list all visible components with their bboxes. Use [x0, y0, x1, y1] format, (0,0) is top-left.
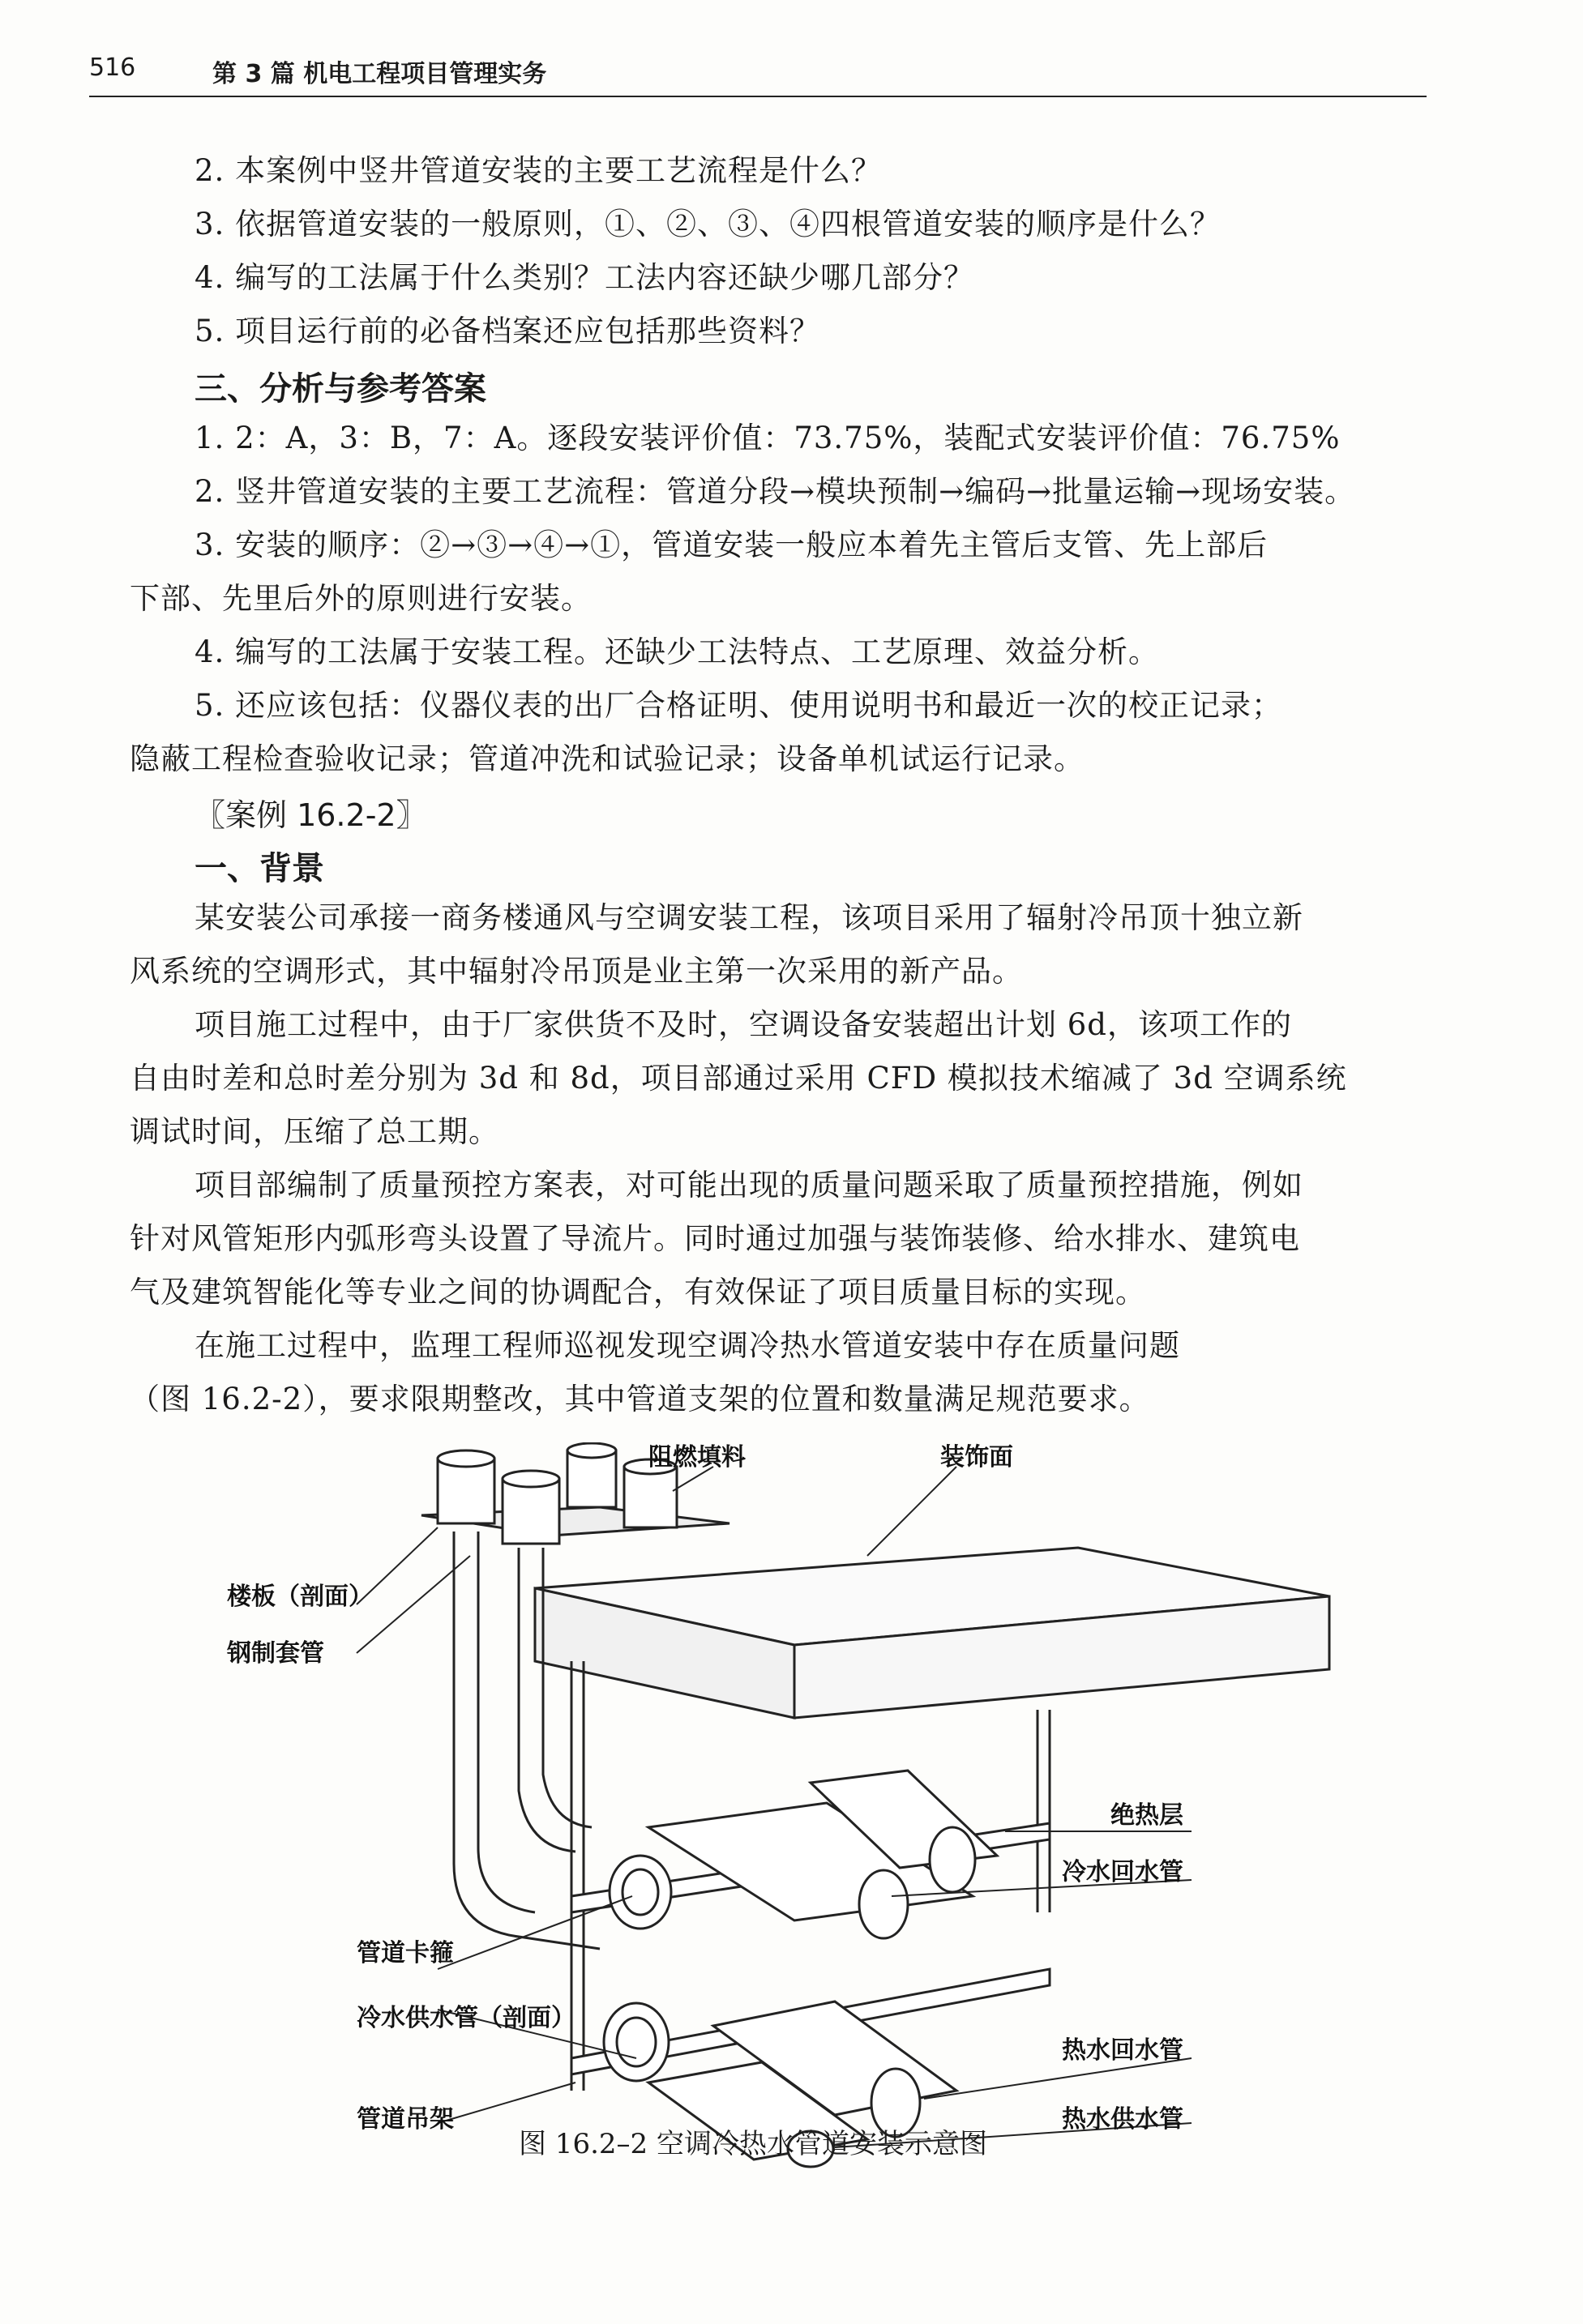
- background-p2-line3: 调试时间，压缩了总工期。: [130, 1114, 499, 1149]
- chapter-title: 第 3 篇 机电工程项目管理实务: [212, 60, 547, 88]
- figure-caption: 图 16.2–2 空调冷热水管道安装示意图: [519, 2128, 987, 2160]
- answer-2: 2. 竖井管道安装的主要工艺流程：管道分段→模块预制→编码→批量运输→现场安装。: [195, 474, 1356, 509]
- question-5: 5. 项目运行前的必备档案还应包括那些资料？: [195, 314, 821, 348]
- answer-3-line2: 下部、先里后外的原则进行安装。: [130, 581, 592, 616]
- label-steel-sleeve: 钢制套管: [227, 1639, 324, 1668]
- answer-5-line1: 5. 还应该包括：仪器仪表的出厂合格证明、使用说明书和最近一次的校正记录；: [195, 688, 1283, 723]
- label-decor-surface: 装饰面: [940, 1443, 1013, 1472]
- label-hw-return: 热水回水管: [1062, 2036, 1183, 2065]
- background-p2-line1: 项目施工过程中，由于厂家供货不及时，空调设备安装超出计划 6d，该项工作的: [195, 1007, 1292, 1042]
- pipe-installation-figure: [195, 1442, 1394, 2172]
- background-p1-line2: 风系统的空调形式，其中辐射冷吊顶是业主第一次采用的新产品。: [130, 954, 1023, 989]
- label-chw-supply-section: 冷水供水管（剖面）: [357, 2004, 575, 2032]
- background-p3-line2: 针对风管矩形内弧形弯头设置了导流片。同时通过加强与装饰装修、给水排水、建筑电: [130, 1221, 1300, 1256]
- label-hanger: 管道吊架: [357, 2105, 454, 2134]
- label-hw-supply: 热水供水管: [1062, 2105, 1183, 2134]
- answer-1: 1. 2：A，3：B，7：A。逐段安装评价值：73.75%，装配式安装评价值：76.75%: [195, 421, 1341, 455]
- background-p2-line2: 自由时差和总时差分别为 3d 和 8d，项目部通过采用 CFD 模拟技术缩减了 3d 空调系统: [130, 1061, 1347, 1096]
- question-3: 3. 依据管道安装的一般原则，①、②、③、④四根管道安装的顺序是什么？: [195, 207, 1221, 241]
- page-header: [89, 47, 1427, 97]
- background-p1-line1: 某安装公司承接一商务楼通风与空调安装工程，该项目采用了辐射冷吊顶十独立新: [195, 900, 1303, 935]
- answer-5-line2: 隐蔽工程检查验收记录；管道冲洗和试验记录；设备单机试运行记录。: [130, 741, 1085, 776]
- page-number: 516: [89, 53, 136, 82]
- riser-sleeve-2: [503, 1479, 559, 1544]
- label-pipe-clamp: 管道卡箍: [357, 1939, 454, 1967]
- label-fire-filler: 阻燃填料: [648, 1443, 746, 1472]
- label-insulation: 绝热层: [1110, 1801, 1183, 1830]
- background-title: 一、背景: [195, 850, 324, 887]
- background-p4-line2: （图 16.2-2），要求限期整改，其中管道支架的位置和数量满足规范要求。: [130, 1382, 1150, 1416]
- answer-3-line1: 3. 安装的顺序：②→③→④→①，管道安装一般应本着先主管后支管、先上部后: [195, 528, 1269, 562]
- pipe-diagram: [195, 1442, 1394, 2172]
- background-p3-line1: 项目部编制了质量预控方案表，对可能出现的质量问题采取了质量预控措施，例如: [195, 1168, 1303, 1203]
- question-4: 4. 编写的工法属于什么类别？工法内容还缺少哪几部分？: [195, 260, 975, 295]
- riser-sleeve-4: [624, 1467, 677, 1527]
- background-p4-line1: 在施工过程中，监理工程师巡视发现空调冷热水管道安装中存在质量问题: [195, 1328, 1180, 1363]
- label-floor-section: 楼板（剖面）: [227, 1583, 373, 1611]
- question-2: 2. 本案例中竖井管道安装的主要工艺流程是什么？: [195, 153, 883, 188]
- case-title: 〖案例 16.2-2〗: [195, 797, 427, 833]
- background-p3-line3: 气及建筑智能化等专业之间的协调配合，有效保证了项目质量目标的实现。: [130, 1275, 1146, 1309]
- section-answers-title: 三、分析与参考答案: [195, 370, 486, 408]
- riser-sleeve-1: [438, 1459, 494, 1523]
- answer-4: 4. 编写的工法属于安装工程。还缺少工法特点、工艺原理、效益分析。: [195, 634, 1160, 669]
- label-chw-return: 冷水回水管: [1062, 1858, 1183, 1886]
